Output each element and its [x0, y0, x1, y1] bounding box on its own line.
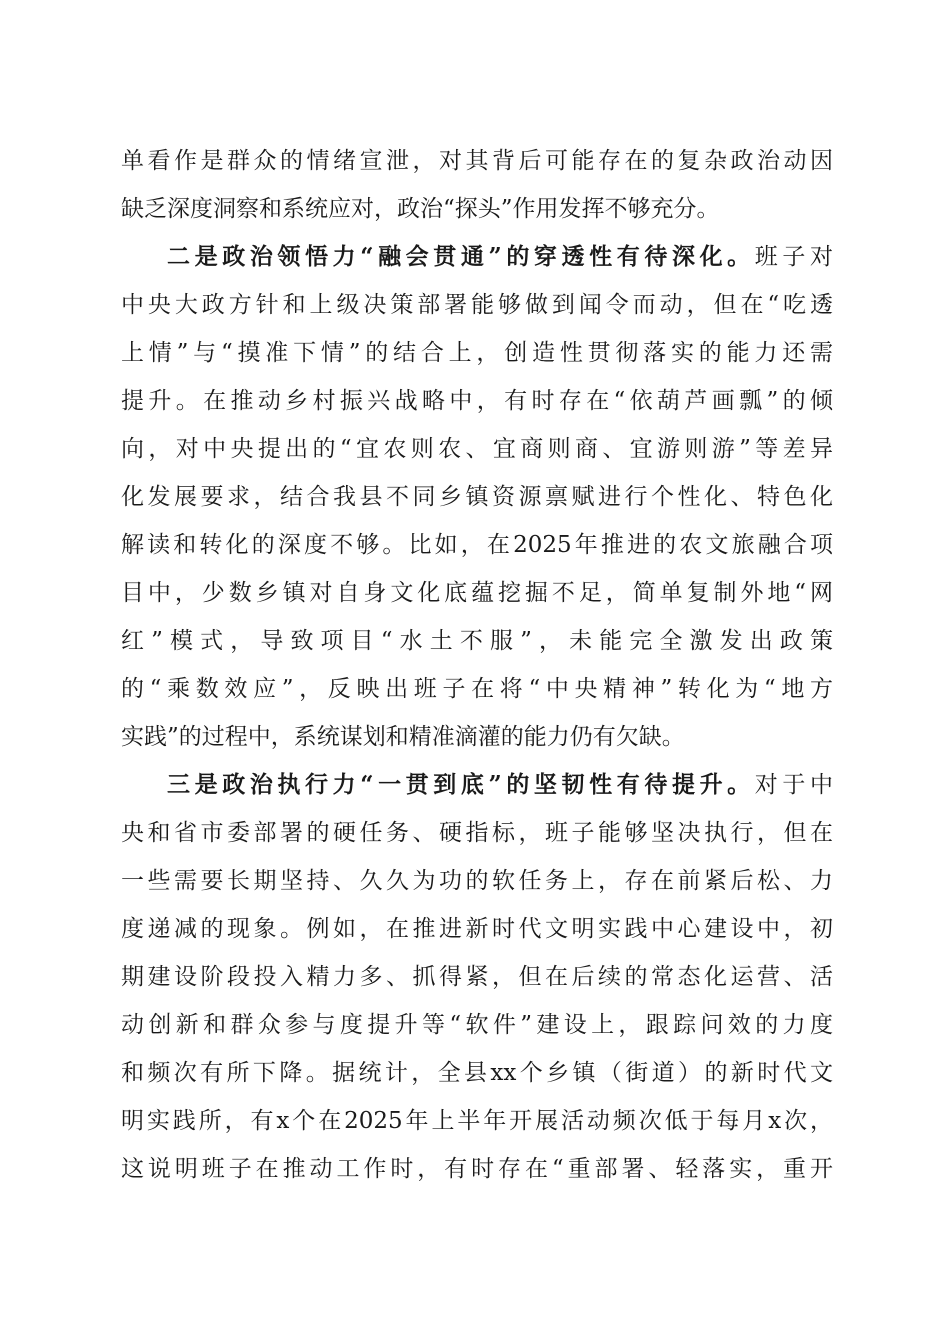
paragraph-2-line-2: 中央大政方针和上级决策部署能够做到闻令而动，但在“吃透 — [121, 292, 833, 318]
paragraph-3-line-8: 明实践所，有x个在2025年上半年开展活动频次低于每月x次， — [121, 1108, 833, 1134]
paragraph-3-line-4: 度递减的现象。例如，在推进新时代文明实践中心建设中，初 — [121, 916, 833, 942]
paragraph-2-line-3: 上情”与“摸准下情”的结合上，创造性贯彻落实的能力还需 — [121, 340, 833, 366]
paragraph-2-line-6: 化发展要求，结合我县不同乡镇资源禀赋进行个性化、特色化 — [121, 484, 833, 510]
paragraph-3-line-6: 动创新和群众参与度提升等“软件”建设上，跟踪问效的力度 — [121, 1012, 833, 1038]
paragraph-2-line-1-rest: 班子对 — [754, 244, 833, 270]
paragraph-2-line-8: 目中，少数乡镇对自身文化底蕴挖掘不足，简单复制外地“网 — [121, 580, 833, 606]
paragraph-2-line-5: 向，对中央提出的“宜农则农、宜商则商、宜游则游”等差异 — [121, 436, 833, 462]
paragraph-2-line-7: 解读和转化的深度不够。比如，在2025年推进的农文旅融合项 — [121, 532, 833, 558]
paragraph-2-line-4: 提升。在推动乡村振兴战略中，有时存在“依葫芦画瓢”的倾 — [121, 388, 833, 414]
paragraph-3-line-9: 这说明班子在推动工作时，有时存在“重部署、轻落实，重开 — [121, 1156, 833, 1182]
paragraph-2-heading: 二是政治领悟力“融会贯通”的穿透性有待深化。 — [167, 243, 755, 270]
paragraph-3-line-5: 期建设阶段投入精力多、抓得紧，但在后续的常态化运营、活 — [121, 964, 833, 990]
paragraph-2-line-11: 实践”的过程中，系统谋划和精准滴灌的能力仍有欠缺。 — [121, 724, 685, 750]
paragraph-1-line-1: 单看作是群众的情绪宣泄，对其背后可能存在的复杂政治动因 — [121, 148, 833, 174]
paragraph-3-line-1-rest: 对于中 — [754, 772, 833, 798]
paragraph-3-line-1 — [167, 765, 833, 805]
paragraph-3-line-3: 一些需要长期坚持、久久为功的软任务上，存在前紧后松、力 — [121, 868, 833, 894]
paragraph-3-heading: 三是政治执行力“一贯到底”的坚韧性有待提升。 — [167, 771, 755, 798]
paragraph-2-line-10: 的“乘数效应”，反映出班子在将“中央精神”转化为“地方 — [121, 676, 833, 702]
paragraph-2-line-1 — [167, 237, 833, 277]
paragraph-1-line-2: 缺乏深度洞察和系统应对，政治“探头”作用发挥不够充分。 — [121, 196, 720, 222]
paragraph-3-line-7: 和频次有所下降。据统计，全县xx个乡镇（街道）的新时代文 — [121, 1060, 833, 1086]
paragraph-2-line-9: 红”模式，导致项目“水土不服”，未能完全激发出政策 — [121, 628, 833, 654]
paragraph-3-line-2: 央和省市委部署的硬任务、硬指标，班子能够坚决执行，但在 — [121, 820, 833, 846]
